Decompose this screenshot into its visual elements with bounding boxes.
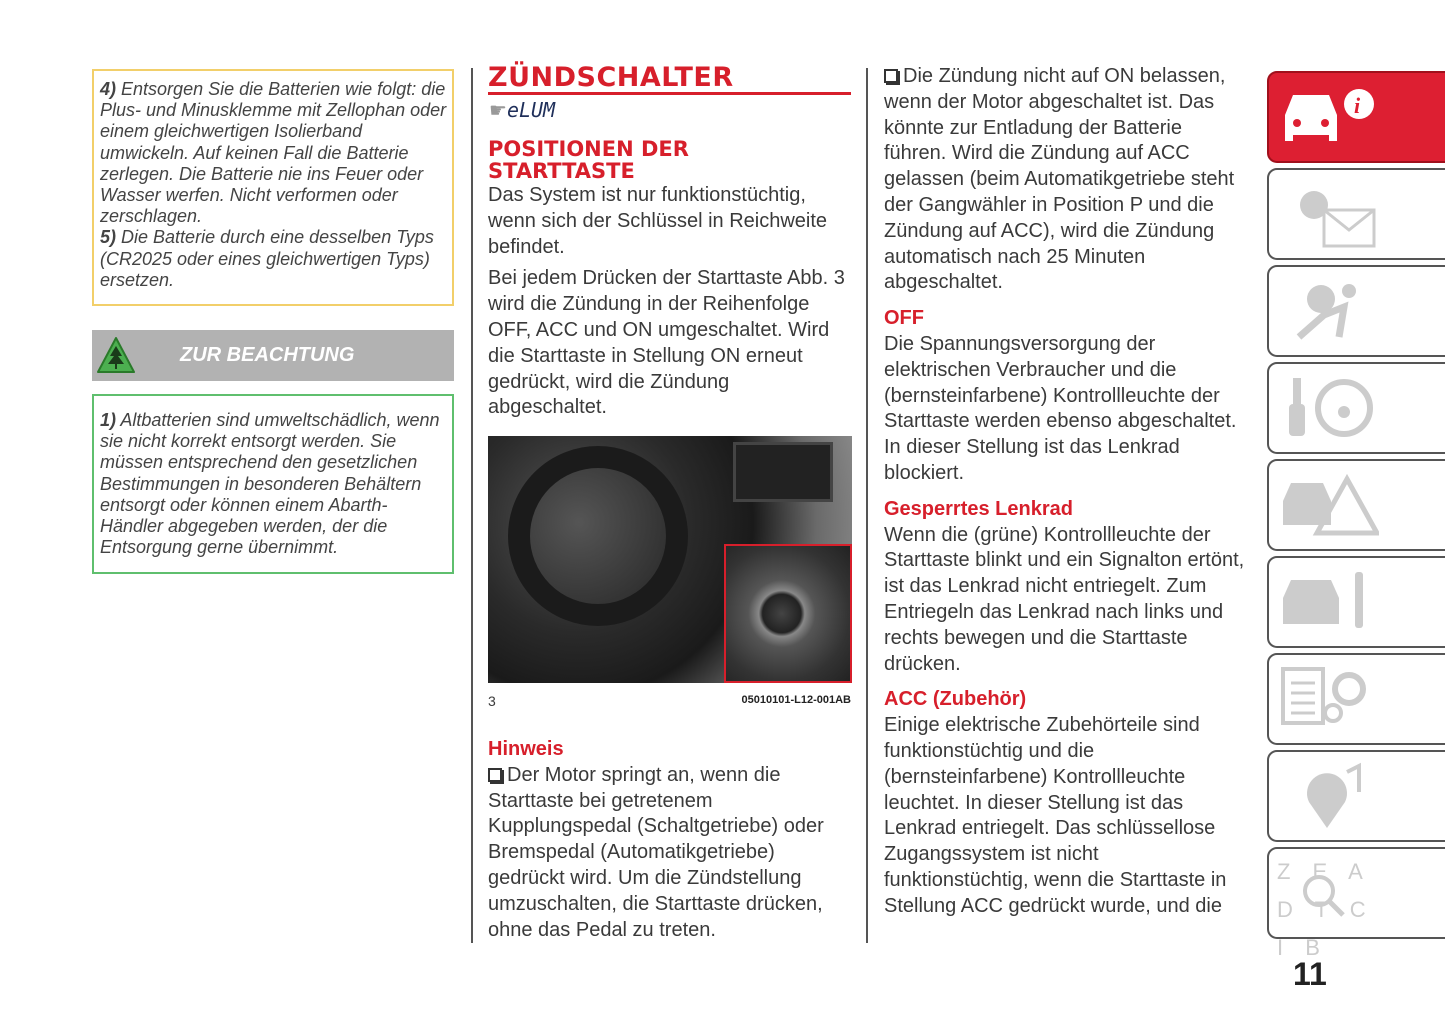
environment-tree-icon bbox=[96, 336, 136, 376]
car-wrench-icon bbox=[1269, 558, 1379, 638]
note-text: Entsorgen Sie die Batterien wie folgt: die Plus- und Minusklemme mit Zellophan oder einem gleichwertigen Isolierband umwickeln. Auf keinen Fall die Batterie zerlegen. Die Batterie nie ins Feuer oder Wasser werfen. Nicht verformen oder zerschlagen. bbox=[100, 79, 447, 227]
note-number: 1) bbox=[100, 410, 117, 430]
warning-text: Altbatterien sind umweltschädlich, wenn sie nicht korrekt entsorgt werden. Sie müssen entsprechend den gesetzlichen Bestimmungen in besonderen Behältern entsorgt oder können einem Abarth-Händler abgegeben werden, der die Entsorgung gerne übernimmt. bbox=[100, 410, 440, 558]
tab-lights-messages[interactable] bbox=[1267, 168, 1445, 260]
paragraph: Der Motor springt an, wenn die Starttaste bei getretenem Kupplungspedal (Schaltgetriebe) oder Bremspedal (Automatikgetriebe) gedrückt wird. Um die Zündstellung umzuschalten, die Starttaste drücken, ohne das Pedal zu treten. bbox=[488, 763, 824, 941]
hinweis-title: Hinweis bbox=[488, 738, 564, 760]
multimedia-icon bbox=[1269, 752, 1379, 832]
bullet-square-icon bbox=[884, 69, 898, 83]
tab-emergency[interactable] bbox=[1267, 459, 1445, 551]
warning-header bbox=[92, 330, 454, 381]
elum-label: eLUM bbox=[506, 98, 556, 122]
subsection-title: POSITIONEN DER STARTTASTE bbox=[488, 137, 689, 183]
locked-steering-title: Gesperrtes Lenkrad bbox=[884, 497, 1073, 520]
car-warning-triangle-icon bbox=[1269, 461, 1379, 541]
list-gears-icon bbox=[1269, 655, 1379, 735]
figure-number: 3 bbox=[488, 693, 496, 709]
column-divider bbox=[471, 68, 473, 943]
key-steering-wheel-icon bbox=[1269, 364, 1379, 444]
airbag-seat-icon bbox=[1269, 267, 1379, 347]
paragraph: Bei jedem Drücken der Starttaste Abb. 3 wird die Zündung in der Reihenfolge OFF, ACC und ON umgeschaltet. Wird die Starttaste in Stellung ON erneut gedrückt, wird die Zündung abgeschaltet. bbox=[488, 267, 845, 419]
tab-technical-data[interactable] bbox=[1267, 653, 1445, 745]
note-number: 5) bbox=[100, 227, 117, 248]
paragraph: Die Spannungsversorgung der elektrischen Verbraucher und die (bernsteinfarbene) Kontrollleuchte der Starttaste werden ebenso abgeschaltet. In dieser Stellung ist das Lenkrad blockiert. bbox=[884, 332, 1237, 484]
elum-link[interactable] bbox=[489, 98, 555, 123]
section-title: ZÜNDSCHALTER bbox=[488, 62, 851, 95]
index-letters: Z E A D T C I B bbox=[1277, 859, 1372, 960]
tab-starting-driving[interactable] bbox=[1267, 362, 1445, 454]
page-number: 11 bbox=[1293, 956, 1327, 992]
car-info-icon bbox=[1269, 73, 1379, 153]
paragraph: Die Zündung nicht auf ON belassen, wenn der Motor abgeschaltet ist. Das könnte zur Entladung der Batterie führen. Wird die Zündung auf ACC gelassen (beim Automatikgetriebe steht der Gangwähler in Position P und die Zündung auf ACC), wird die Zündung automatisch nach 25 Minuten abgeschaltet. bbox=[884, 65, 1235, 294]
display-image bbox=[733, 442, 833, 502]
tab-multimedia[interactable] bbox=[1267, 750, 1445, 842]
figure-code: 05010101-L12-001AB bbox=[741, 694, 851, 706]
start-button-closeup bbox=[724, 544, 852, 683]
warning-title: ZUR BEACHTUNG bbox=[180, 344, 355, 366]
battery-note-box bbox=[92, 69, 454, 306]
svg-text:i: i bbox=[1354, 93, 1361, 118]
steering-wheel-image bbox=[508, 446, 688, 626]
tab-safety[interactable] bbox=[1267, 265, 1445, 357]
column-divider bbox=[866, 68, 868, 943]
warning-box bbox=[92, 394, 454, 574]
lights-message-icon bbox=[1269, 170, 1379, 250]
start-button-figure bbox=[488, 436, 852, 683]
acc-title: ACC (Zubehör) bbox=[884, 688, 1027, 711]
note-number: 4) bbox=[100, 79, 117, 99]
tab-index[interactable] bbox=[1267, 847, 1445, 960]
note-text: Die Batterie durch eine desselben Typs (CR2025 oder eines gleichwertigen Typs) ersetzen. bbox=[100, 227, 434, 290]
off-title: OFF bbox=[884, 307, 924, 330]
paragraph: Wenn die (grüne) Kontrollleuchte der Starttaste blinkt und ein Signalton ertönt, ist das Lenkrad nicht entriegelt. Zum Entriegeln das Lenkrad nach links und rechts bewegen und die Starttaste drücken. bbox=[884, 523, 1245, 675]
bullet-square-icon bbox=[488, 768, 502, 782]
pointing-hand-icon: ☛ bbox=[489, 100, 507, 122]
tab-car-info[interactable] bbox=[1267, 71, 1445, 163]
tab-maintenance[interactable] bbox=[1267, 556, 1445, 648]
paragraph: Einige elektrische Zubehörteile sind funktionstüchtig und die (bernsteinfarbene) Kontrollleuchte leuchtet. In dieser Stellung ist das Lenkrad entriegelt. Das schlüssellose Zugangssystem ist nicht funktionstüchtig, wenn die Starttaste in Stellung ACC gedrückt wurde, und die bbox=[884, 714, 1227, 917]
paragraph: Das System ist nur funktionstüchtig, wenn sich der Schlüssel in Reichweite befindet. bbox=[488, 184, 828, 258]
